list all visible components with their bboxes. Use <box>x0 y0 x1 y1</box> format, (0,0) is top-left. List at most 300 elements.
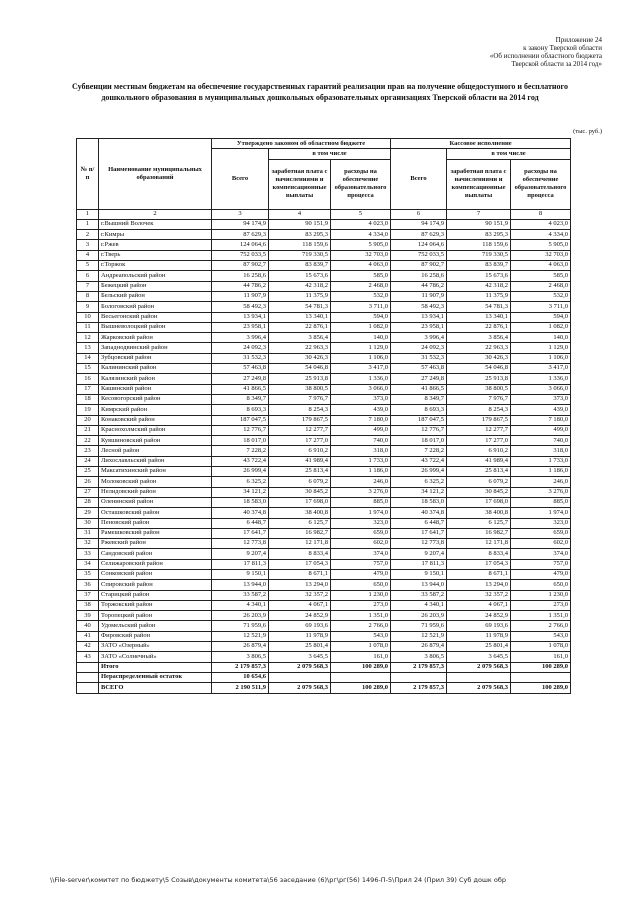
approved-expenses: 1 336,0 <box>331 374 391 384</box>
table-row <box>77 487 571 497</box>
approved-total: 12 776,7 <box>212 425 269 435</box>
approved-expenses: 659,0 <box>331 528 391 538</box>
approved-total: 7 228,2 <box>212 446 269 456</box>
executed-salary: 54 046,8 <box>447 364 511 374</box>
executed-expenses <box>511 672 571 682</box>
executed-salary: 15 673,6 <box>447 271 511 281</box>
approved-expenses: 32 703,0 <box>331 250 391 260</box>
subsidies-table <box>76 138 571 694</box>
approved-expenses: 4 334,0 <box>331 230 391 240</box>
row-number: 37 <box>77 590 99 600</box>
executed-total: 18 583,0 <box>391 497 447 507</box>
approved-total: 124 064,6 <box>212 240 269 250</box>
approved-salary: 8 671,1 <box>269 569 331 579</box>
approved-salary: 69 193,6 <box>269 621 331 631</box>
table-row <box>77 425 571 435</box>
approved-salary: 13 294,0 <box>269 580 331 590</box>
municipality-name: Жарковский район <box>99 333 212 343</box>
approved-salary: 17 054,3 <box>269 559 331 569</box>
executed-total: 9 207,4 <box>391 549 447 559</box>
executed-salary: 17 277,0 <box>447 436 511 446</box>
executed-salary: 2 079 568,3 <box>447 683 511 693</box>
approved-expenses: 439,0 <box>331 405 391 415</box>
executed-total: 3 996,4 <box>391 333 447 343</box>
executed-salary: 17 054,3 <box>447 559 511 569</box>
executed-total: 18 017,0 <box>391 436 447 446</box>
row-number: 36 <box>77 580 99 590</box>
approved-salary: 90 151,9 <box>269 219 331 229</box>
approved-expenses: 5 905,0 <box>331 240 391 250</box>
approved-salary: 17 698,0 <box>269 497 331 507</box>
table-row <box>77 497 571 507</box>
municipality-name: Осташковский район <box>99 508 212 518</box>
executed-total: 34 121,2 <box>391 487 447 497</box>
row-number: 13 <box>77 343 99 353</box>
approved-expenses: 1 106,0 <box>331 353 391 363</box>
executed-total: 87 629,3 <box>391 230 447 240</box>
executed-expenses: 2 766,0 <box>511 621 571 631</box>
approved-total: 12 773,8 <box>212 539 269 549</box>
approved-total: 26 203,9 <box>212 611 269 621</box>
total-row <box>77 662 571 672</box>
column-number: 3 <box>212 209 269 219</box>
header-total: Всего <box>212 149 269 209</box>
approved-total: 18 017,0 <box>212 436 269 446</box>
approved-total: 87 629,3 <box>212 230 269 240</box>
approved-salary: 6 125,7 <box>269 518 331 528</box>
executed-salary: 22 963,3 <box>447 343 511 353</box>
executed-salary: 17 698,0 <box>447 497 511 507</box>
municipality-name: Вышневолоцкий район <box>99 322 212 332</box>
row-number: 16 <box>77 374 99 384</box>
header-expenses: расходы на обеспечение образовательного процесса <box>511 159 571 209</box>
units-label: (тыс. руб.) <box>573 128 602 135</box>
executed-total <box>391 672 447 682</box>
municipality-name: Старицкий район <box>99 590 212 600</box>
municipality-name: Лихославльский район <box>99 456 212 466</box>
row-number: 34 <box>77 559 99 569</box>
executed-total: 11 907,9 <box>391 291 447 301</box>
document-title: Субвенции местным бюджетам на обеспечение государственных гарантий реализации прав на получение общедоступного и бесплатного дошкольного образования в муниципальных дошкольных образовательных организациях Тверской области на 2014 год <box>72 82 568 102</box>
table-row <box>77 467 571 477</box>
row-number: 25 <box>77 467 99 477</box>
executed-expenses: 373,0 <box>511 394 571 404</box>
executed-salary: 13 340,1 <box>447 312 511 322</box>
executed-salary: 6 079,2 <box>447 477 511 487</box>
executed-expenses: 885,0 <box>511 497 571 507</box>
approved-expenses: 1 974,0 <box>331 508 391 518</box>
table-row <box>77 405 571 415</box>
executed-salary: 8 833,4 <box>447 549 511 559</box>
approved-salary: 118 159,6 <box>269 240 331 250</box>
table-row <box>77 415 571 425</box>
executed-salary: 30 845,2 <box>447 487 511 497</box>
table-row <box>77 219 571 229</box>
table-row <box>77 642 571 652</box>
table-row <box>77 281 571 291</box>
row-number <box>77 672 99 682</box>
row-number: 18 <box>77 394 99 404</box>
header-including: в том числе <box>269 149 391 159</box>
approved-salary: 25 913,8 <box>269 374 331 384</box>
row-number: 40 <box>77 621 99 631</box>
approved-expenses: 374,0 <box>331 549 391 559</box>
executed-expenses: 1 082,0 <box>511 322 571 332</box>
table-row <box>77 508 571 518</box>
executed-total: 87 902,7 <box>391 261 447 271</box>
approved-salary: 25 801,4 <box>269 642 331 652</box>
executed-expenses: 740,0 <box>511 436 571 446</box>
municipality-name: Торжокский район <box>99 600 212 610</box>
table-row <box>77 611 571 621</box>
column-number: 4 <box>269 209 331 219</box>
header-num: № п/п <box>77 139 99 210</box>
municipality-name: Итого <box>99 662 212 672</box>
row-number: 11 <box>77 322 99 332</box>
table-body <box>77 219 571 693</box>
approved-salary: 22 963,3 <box>269 343 331 353</box>
table-row <box>77 333 571 343</box>
executed-expenses: 602,0 <box>511 539 571 549</box>
approved-total: 3 806,5 <box>212 652 269 662</box>
executed-total: 12 773,8 <box>391 539 447 549</box>
municipality-name: Западнодвинский район <box>99 343 212 353</box>
approved-salary: 30 845,2 <box>269 487 331 497</box>
approved-total: 12 521,9 <box>212 631 269 641</box>
executed-total: 124 064,6 <box>391 240 447 250</box>
executed-expenses: 140,0 <box>511 333 571 343</box>
table-row <box>77 322 571 332</box>
executed-expenses: 1 129,0 <box>511 343 571 353</box>
approved-salary: 8 254,3 <box>269 405 331 415</box>
municipality-name: Краснохолмский район <box>99 425 212 435</box>
municipality-name: Рамешковский район <box>99 528 212 538</box>
municipality-name: Калязинский район <box>99 374 212 384</box>
executed-expenses: 2 468,0 <box>511 281 571 291</box>
table-row <box>77 590 571 600</box>
executed-expenses: 3 066,0 <box>511 384 571 394</box>
approved-expenses: 3 066,0 <box>331 384 391 394</box>
executed-total: 31 532,3 <box>391 353 447 363</box>
row-number: 5 <box>77 261 99 271</box>
executed-salary: 7 976,7 <box>447 394 511 404</box>
executed-salary: 54 781,3 <box>447 302 511 312</box>
approved-salary: 25 813,4 <box>269 467 331 477</box>
executed-expenses: 1 186,0 <box>511 467 571 477</box>
approved-salary: 38 800,5 <box>269 384 331 394</box>
row-number: 7 <box>77 281 99 291</box>
municipality-name: Калининский район <box>99 364 212 374</box>
approved-expenses: 499,0 <box>331 425 391 435</box>
executed-expenses: 100 289,0 <box>511 683 571 693</box>
approved-salary: 3 856,4 <box>269 333 331 343</box>
approved-salary: 22 876,1 <box>269 322 331 332</box>
approved-salary: 54 781,3 <box>269 302 331 312</box>
table-row <box>77 364 571 374</box>
executed-total: 24 092,3 <box>391 343 447 353</box>
file-path-footer: \\File-server\комитет по бюджету\5 Созыв\документы комитета\56 заседание (6)\рг\рг(56) 1496-П-5\Прил 24 (Прил 39) Суб дошк обр <box>50 876 506 884</box>
approved-expenses: 602,0 <box>331 539 391 549</box>
executed-salary: 11 978,9 <box>447 631 511 641</box>
approved-expenses: 757,0 <box>331 559 391 569</box>
row-number: 29 <box>77 508 99 518</box>
table-row <box>77 261 571 271</box>
header-salary: заработная плата с начислениями и компенсационные выплаты <box>269 159 331 209</box>
executed-total: 27 249,8 <box>391 374 447 384</box>
header-name: Наименование муниципальных образований <box>99 139 212 210</box>
executed-expenses: 5 905,0 <box>511 240 571 250</box>
appendix-line: к закону Тверской области <box>523 44 602 52</box>
municipality-name: Нераспределенный остаток <box>99 672 212 682</box>
executed-total: 26 879,4 <box>391 642 447 652</box>
executed-expenses: 246,0 <box>511 477 571 487</box>
executed-expenses: 1 106,0 <box>511 353 571 363</box>
appendix-note <box>490 36 602 68</box>
table-row <box>77 394 571 404</box>
approved-expenses: 100 289,0 <box>331 662 391 672</box>
executed-total: 44 786,2 <box>391 281 447 291</box>
executed-salary: 16 982,7 <box>447 528 511 538</box>
municipality-name: Максатихинский район <box>99 467 212 477</box>
approved-total: 6 325,2 <box>212 477 269 487</box>
approved-total: 44 786,2 <box>212 281 269 291</box>
approved-total: 8 693,3 <box>212 405 269 415</box>
executed-expenses: 323,0 <box>511 518 571 528</box>
executed-salary: 24 852,9 <box>447 611 511 621</box>
column-number: 6 <box>391 209 447 219</box>
approved-expenses: 1 078,0 <box>331 642 391 652</box>
table-header <box>77 139 571 220</box>
approved-total: 13 934,1 <box>212 312 269 322</box>
executed-expenses: 499,0 <box>511 425 571 435</box>
approved-expenses: 2 766,0 <box>331 621 391 631</box>
executed-salary: 6 125,7 <box>447 518 511 528</box>
approved-salary: 38 400,8 <box>269 508 331 518</box>
approved-expenses: 1 129,0 <box>331 343 391 353</box>
table-row <box>77 302 571 312</box>
row-number: 35 <box>77 569 99 579</box>
approved-expenses: 4 023,0 <box>331 219 391 229</box>
approved-total: 3 996,4 <box>212 333 269 343</box>
executed-expenses: 757,0 <box>511 559 571 569</box>
executed-total: 43 722,4 <box>391 456 447 466</box>
table-row <box>77 569 571 579</box>
executed-total: 33 587,2 <box>391 590 447 600</box>
approved-salary: 11 375,9 <box>269 291 331 301</box>
approved-expenses: 3 276,0 <box>331 487 391 497</box>
executed-expenses: 543,0 <box>511 631 571 641</box>
table-row <box>77 312 571 322</box>
municipality-name: Бельский район <box>99 291 212 301</box>
municipality-name: Нелидовский район <box>99 487 212 497</box>
table-row <box>77 549 571 559</box>
approved-salary: 2 079 568,3 <box>269 683 331 693</box>
municipality-name: Оленинский район <box>99 497 212 507</box>
approved-salary: 16 982,7 <box>269 528 331 538</box>
approved-total: 24 092,3 <box>212 343 269 353</box>
table-row <box>77 477 571 487</box>
row-number: 39 <box>77 611 99 621</box>
executed-expenses: 532,0 <box>511 291 571 301</box>
executed-total: 12 776,7 <box>391 425 447 435</box>
row-number: 6 <box>77 271 99 281</box>
executed-expenses: 1 351,0 <box>511 611 571 621</box>
row-number: 23 <box>77 446 99 456</box>
approved-total: 752 033,5 <box>212 250 269 260</box>
municipality-name: г.Ржев <box>99 240 212 250</box>
municipality-name: Лесной район <box>99 446 212 456</box>
municipality-name: Спировский район <box>99 580 212 590</box>
executed-salary: 179 867,5 <box>447 415 511 425</box>
executed-salary: 3 856,4 <box>447 333 511 343</box>
executed-salary: 69 193,6 <box>447 621 511 631</box>
executed-salary: 719 330,5 <box>447 250 511 260</box>
approved-expenses: 4 063,0 <box>331 261 391 271</box>
executed-salary: 8 671,1 <box>447 569 511 579</box>
executed-total: 57 463,8 <box>391 364 447 374</box>
approved-total: 34 121,2 <box>212 487 269 497</box>
row-number: 30 <box>77 518 99 528</box>
executed-salary: 13 294,0 <box>447 580 511 590</box>
executed-expenses: 273,0 <box>511 600 571 610</box>
row-number: 20 <box>77 415 99 425</box>
row-number: 31 <box>77 528 99 538</box>
approved-total: 9 207,4 <box>212 549 269 559</box>
approved-total: 94 174,9 <box>212 219 269 229</box>
approved-expenses: 1 082,0 <box>331 322 391 332</box>
approved-expenses: 7 180,0 <box>331 415 391 425</box>
executed-total: 71 959,6 <box>391 621 447 631</box>
row-number: 38 <box>77 600 99 610</box>
header-executed: Кассовое исполнение <box>391 139 571 149</box>
approved-total: 26 879,4 <box>212 642 269 652</box>
appendix-line: Приложение 24 <box>555 36 602 44</box>
executed-salary: 4 067,1 <box>447 600 511 610</box>
approved-expenses: 650,0 <box>331 580 391 590</box>
municipality-name: Молоковский район <box>99 477 212 487</box>
approved-total: 4 340,1 <box>212 600 269 610</box>
executed-expenses: 4 063,0 <box>511 261 571 271</box>
table-row <box>77 384 571 394</box>
approved-expenses: 140,0 <box>331 333 391 343</box>
municipality-name: Бологовский район <box>99 302 212 312</box>
table-row <box>77 374 571 384</box>
row-number: 41 <box>77 631 99 641</box>
approved-total: 18 583,0 <box>212 497 269 507</box>
table-row <box>77 539 571 549</box>
approved-salary: 6 079,2 <box>269 477 331 487</box>
executed-expenses: 3 417,0 <box>511 364 571 374</box>
executed-expenses: 1 974,0 <box>511 508 571 518</box>
approved-total: 43 722,4 <box>212 456 269 466</box>
executed-salary: 90 151,9 <box>447 219 511 229</box>
approved-salary: 54 046,8 <box>269 364 331 374</box>
municipality-name: Сандовский район <box>99 549 212 559</box>
executed-expenses: 32 703,0 <box>511 250 571 260</box>
approved-total: 41 866,5 <box>212 384 269 394</box>
row-number: 33 <box>77 549 99 559</box>
executed-salary: 30 426,3 <box>447 353 511 363</box>
row-number: 27 <box>77 487 99 497</box>
executed-expenses: 585,0 <box>511 271 571 281</box>
approved-expenses: 1 733,0 <box>331 456 391 466</box>
executed-expenses: 3 276,0 <box>511 487 571 497</box>
approved-expenses: 323,0 <box>331 518 391 528</box>
executed-total: 6 325,2 <box>391 477 447 487</box>
executed-total: 13 934,1 <box>391 312 447 322</box>
municipality-name: Кашинский район <box>99 384 212 394</box>
municipality-name: Ржевский район <box>99 539 212 549</box>
row-number: 15 <box>77 364 99 374</box>
approved-total: 17 811,3 <box>212 559 269 569</box>
executed-salary: 32 357,2 <box>447 590 511 600</box>
executed-expenses: 1 078,0 <box>511 642 571 652</box>
row-number: 9 <box>77 302 99 312</box>
row-number: 22 <box>77 436 99 446</box>
table-row <box>77 343 571 353</box>
approved-salary: 4 067,1 <box>269 600 331 610</box>
approved-salary: 7 976,7 <box>269 394 331 404</box>
executed-salary: 3 645,5 <box>447 652 511 662</box>
executed-salary: 38 800,5 <box>447 384 511 394</box>
approved-expenses: 273,0 <box>331 600 391 610</box>
municipality-name: г.Кимры <box>99 230 212 240</box>
table-row <box>77 559 571 569</box>
municipality-name: Удомельский район <box>99 621 212 631</box>
approved-total: 11 907,9 <box>212 291 269 301</box>
executed-salary: 22 876,1 <box>447 322 511 332</box>
approved-salary: 83 839,7 <box>269 261 331 271</box>
header-approved: Утверждено законом об областном бюджете <box>212 139 391 149</box>
approved-total: 57 463,8 <box>212 364 269 374</box>
executed-total: 40 374,8 <box>391 508 447 518</box>
approved-expenses: 585,0 <box>331 271 391 281</box>
executed-total: 13 944,0 <box>391 580 447 590</box>
approved-total: 16 258,6 <box>212 271 269 281</box>
executed-salary: 25 813,4 <box>447 467 511 477</box>
executed-total: 58 492,3 <box>391 302 447 312</box>
table-row <box>77 631 571 641</box>
column-number: 5 <box>331 209 391 219</box>
approved-expenses: 318,0 <box>331 446 391 456</box>
municipality-name: Андреапольский район <box>99 271 212 281</box>
executed-expenses: 1 230,0 <box>511 590 571 600</box>
executed-salary: 83 839,7 <box>447 261 511 271</box>
approved-total: 26 999,4 <box>212 467 269 477</box>
executed-total: 187 047,5 <box>391 415 447 425</box>
table-row <box>77 621 571 631</box>
table-row <box>77 652 571 662</box>
approved-total: 10 654,6 <box>212 672 269 682</box>
executed-salary: 6 910,2 <box>447 446 511 456</box>
table-row <box>77 291 571 301</box>
approved-expenses: 246,0 <box>331 477 391 487</box>
executed-total: 8 693,3 <box>391 405 447 415</box>
header-including: в том числе <box>447 149 571 159</box>
row-number: 12 <box>77 333 99 343</box>
appendix-line: Тверской области за 2014 год» <box>511 60 602 68</box>
approved-salary: 32 357,2 <box>269 590 331 600</box>
approved-salary: 179 867,5 <box>269 415 331 425</box>
approved-expenses: 2 468,0 <box>331 281 391 291</box>
approved-expenses: 1 351,0 <box>331 611 391 621</box>
approved-total: 27 249,8 <box>212 374 269 384</box>
executed-expenses: 4 334,0 <box>511 230 571 240</box>
row-number: 32 <box>77 539 99 549</box>
approved-total: 71 959,6 <box>212 621 269 631</box>
table-row <box>77 250 571 260</box>
approved-expenses: 885,0 <box>331 497 391 507</box>
